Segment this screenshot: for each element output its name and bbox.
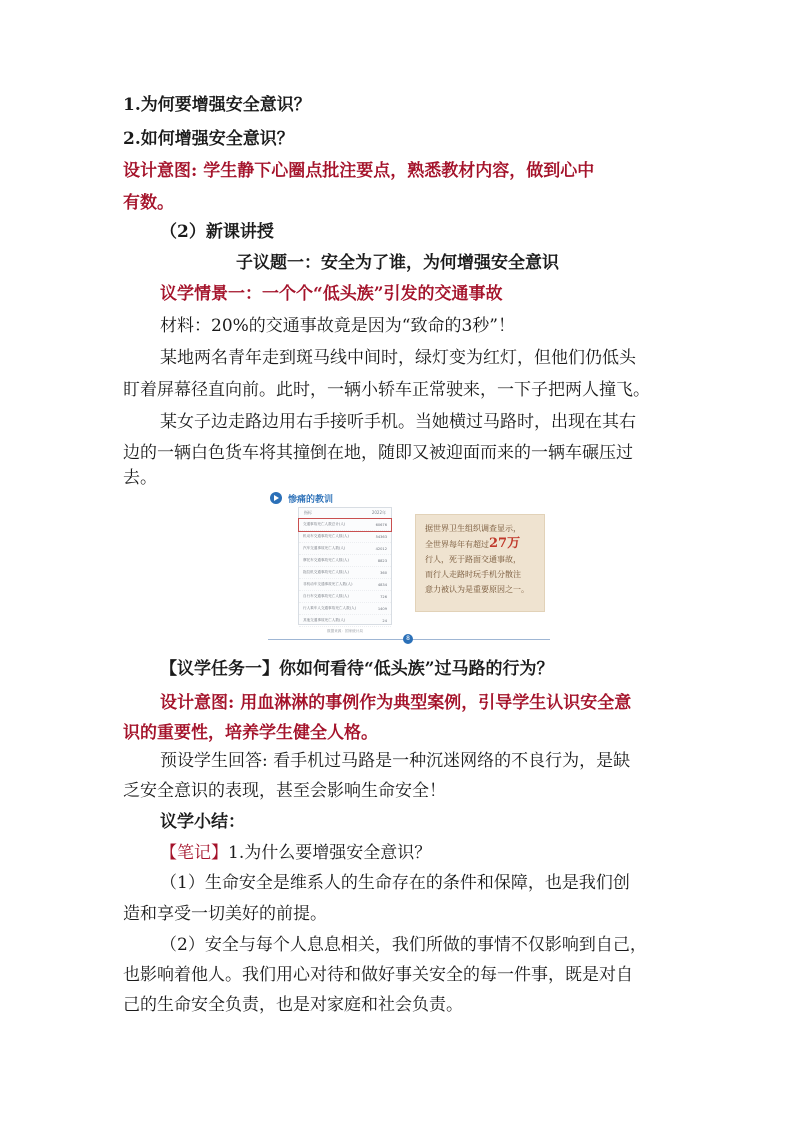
paragraph-2-line3: 去。 xyxy=(123,468,157,488)
question-1: 1.为何要增强安全意识？ xyxy=(123,95,311,115)
table-row-label: 摩托车交通事故死亡人数(人) xyxy=(303,558,349,562)
table-source: 数据来源：国家统计局 xyxy=(327,629,363,633)
table-row-label: 汽车交通事故死亡人数(人) xyxy=(303,546,346,550)
card-big-number: 27万 xyxy=(489,536,521,551)
table-row xyxy=(299,603,391,615)
figure-title: 惨痛的教训 xyxy=(288,494,334,505)
note-point-2-line1: （2）安全与每个人息息相关，我们所做的事情不仅影响到自己， xyxy=(160,935,647,955)
note-tag: 【笔记】 xyxy=(160,843,228,863)
table-header-year: 2022年 xyxy=(371,510,386,515)
card-line-5: 意力被认为是重要原因之一。 xyxy=(425,585,529,594)
table-row xyxy=(299,543,391,555)
figure-header xyxy=(270,489,333,507)
play-icon xyxy=(270,492,282,504)
card-line-1: 据世界卫生组织调查显示， xyxy=(425,524,521,533)
card-line-3: 行人，死于路面交通事故， xyxy=(425,555,521,564)
table-row-value: 360 xyxy=(380,570,387,575)
design-intent-1-line1: 设计意图: 学生静下心圈点批注要点，熟悉教材内容，做到心中 xyxy=(123,161,595,181)
task-heading-1: 【议学任务一】你如何看待“低头族”过马路的行为？ xyxy=(160,659,554,679)
material-line: 材料：20%的交通事故竟是因为“致命的3秒”！ xyxy=(160,316,515,336)
table-header-indicator: 指标 xyxy=(304,510,312,515)
note-line xyxy=(160,836,720,870)
design-intent-2-line2: 识的重要性，培养学生健全人格。 xyxy=(123,723,378,743)
statistics-table xyxy=(298,507,392,633)
table-row xyxy=(299,615,391,627)
summary-heading: 议学小结： xyxy=(160,812,245,832)
table-header xyxy=(299,508,391,519)
design-intent-1-line2: 有数。 xyxy=(123,193,174,213)
design-intent-2-line1: 设计意图: 用血淋淋的事例作为典型案例，引导学生认识安全意 xyxy=(160,693,632,713)
table-row-value: 24 xyxy=(382,618,387,623)
table-row-value: 42012 xyxy=(375,546,387,551)
lesson-figure xyxy=(268,489,548,645)
table-row xyxy=(299,531,391,543)
subtopic-heading-1: 子议题一：安全为了谁，为何增强安全意识 xyxy=(236,253,559,273)
table-row-label: 机动车交通事故死亡人数(人) xyxy=(303,534,349,538)
card-line-4: 而行人走路时玩手机分散注 xyxy=(425,570,521,579)
table-row-label: 非机动车交通事故死亡人数(人) xyxy=(303,582,353,586)
scenario-heading-1: 议学情景一：一个个“低头族”引发的交通事故 xyxy=(160,284,503,304)
section-heading-new-lesson: （2）新课讲授 xyxy=(160,222,274,242)
preset-answer-line1: 预设学生回答: 看手机过马路是一种沉迷网络的不良行为，是缺 xyxy=(160,751,631,771)
table-row xyxy=(299,567,391,579)
table-row xyxy=(299,555,391,567)
table-row-value: 8823 xyxy=(377,558,387,563)
paragraph-2-line1: 某女子边走路边用右手接听手机。当她横过马路时，出现在其右 xyxy=(160,412,636,432)
table-row-value: 60676 xyxy=(375,522,387,527)
table-row-value: 726 xyxy=(380,594,387,599)
table-row-value: 4834 xyxy=(377,582,387,587)
who-statistic-card xyxy=(415,514,545,612)
note-point-1-line2: 造和享受一切美好的前提。 xyxy=(123,904,327,924)
table-row xyxy=(299,579,391,591)
table-row-label: 行人乘车人交通事故死亡人数(人) xyxy=(303,606,357,610)
page-number-badge: 8 xyxy=(403,634,413,644)
table-row xyxy=(299,591,391,603)
paragraph-1-line1: 某地两名青年走到斑马线中间时，绿灯变为红灯，但他们仍低头 xyxy=(160,348,636,368)
question-2: 2.如何增强安全意识？ xyxy=(123,129,294,149)
note-point-2-line2: 也影响着他人。我们用心对待和做好事关安全的每一件事，既是对自 xyxy=(123,965,633,985)
table-row-label: 其他交通事故死亡人数(人) xyxy=(303,618,346,622)
table-row xyxy=(299,519,391,531)
note-question: 1.为什么要增强安全意识？ xyxy=(228,843,432,863)
note-point-2-line3: 己的生命安全负责，也是对家庭和社会负责。 xyxy=(123,995,463,1015)
table-row-value: 54363 xyxy=(375,534,387,539)
paragraph-1-line2: 盯着屏幕径直向前。此时，一辆小轿车正常驶来，一下子把两人撞飞。 xyxy=(123,380,650,400)
table-row-value: 1409 xyxy=(377,606,387,611)
card-line-2 xyxy=(425,536,538,552)
paragraph-2-line2: 边的一辆白色货车将其撞倒在地，随即又被迎面而来的一辆车碾压过 xyxy=(123,443,633,463)
card-line-2-text: 全世界每年有超过 xyxy=(425,540,489,549)
table-row-label: 拖拉机交通事故死亡人数(人) xyxy=(303,570,349,574)
table-row-label: 交通事故死亡人数总计(人) xyxy=(303,522,346,526)
note-point-1-line1: （1）生命安全是维系人的生命存在的条件和保障，也是我们创 xyxy=(160,873,630,893)
preset-answer-line2: 乏安全意识的表现，甚至会影响生命安全！ xyxy=(123,781,446,801)
table-row-label: 自行车交通事故死亡人数(人) xyxy=(303,594,349,598)
